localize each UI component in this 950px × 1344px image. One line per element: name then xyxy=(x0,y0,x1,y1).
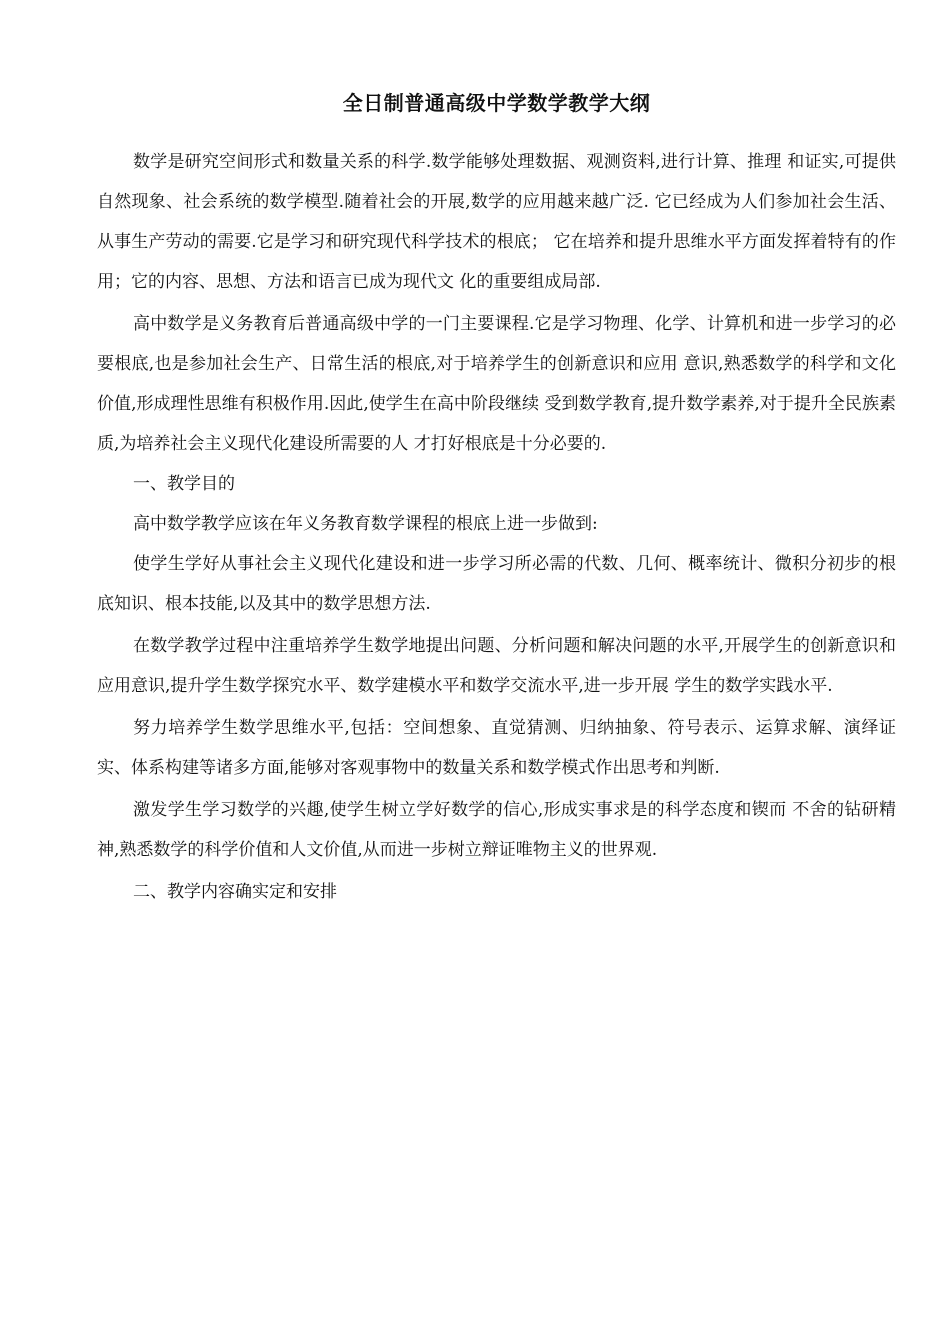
paragraph-interest: 激发学生学习数学的兴趣,使学生树立学好数学的信心,形成实事求是的科学态度和锲而 不舍的钻研精神,熟悉数学的科学价值和人文价值,从而进一步树立辩证唯物主义的世界观. xyxy=(97,800,896,860)
paragraph-thinking-ability: 努力培养学生数学思维水平,包括：空间想象、直觉猜测、归纳抽象、符号表示、运算求解、演绎证实、体系构建等诸多方面,能够对客观事物中的数量关系和数学模式作出思考和判断. xyxy=(97,718,896,778)
paragraph-basic-knowledge: 使学生学好从事社会主义现代化建设和进一步学习所必需的代数、几何、概率统计、微积分初步的根底知识、根本技能,以及其中的数学思想方法. xyxy=(97,554,896,614)
paragraph-high-school-math: 高中数学是义务教育后普通高级中学的一门主要课程.它是学习物理、化学、计算机和进一步学习的必要根底,也是参加社会生产、日常生活的根底,对于培养学生的创新意识和应用 意识,熟悉数学的科学和文化价值,形成理性思维有积极作用.因此,使学生在高中阶段继续 受到数学教育,提升数学素养,对于提升全民族素质,为培养社会主义现代化建设所需要的人 才打好根底是十分必要的. xyxy=(97,314,896,454)
document-title: 全日制普通高级中学数学教学大纲 xyxy=(342,91,651,115)
paragraph-teaching-requirement: 高中数学教学应该在年义务教育数学课程的根底上进一步做到: xyxy=(133,514,598,534)
section-heading-teaching-content: 二、教学内容确实定和安排 xyxy=(133,882,337,902)
paragraph-intro: 数学是研究空间形式和数量关系的科学.数学能够处理数据、观测资料,进行计算、推理 和证实,可提供自然现象、社会系统的数学模型.随着社会的开展,数学的应用越来越广泛. 它已经成为人们参加社会生活、从事生产劳动的需要.它是学习和研究现代科学技术的根底； 它在培养和提升思维水平方面发挥着特有的作用；它的内容、思想、方法和语言已成为现代文 化的重要组成局部. xyxy=(97,152,896,292)
paragraph-problem-solving: 在数学教学过程中注重培养学生数学地提出问题、分析问题和解决问题的水平,开展学生的创新意识和应用意识,提升学生数学探究水平、数学建模水平和数学交流水平,进一步开展 学生的数学实践水平. xyxy=(97,636,896,696)
section-heading-teaching-purpose: 一、教学目的 xyxy=(133,474,235,494)
